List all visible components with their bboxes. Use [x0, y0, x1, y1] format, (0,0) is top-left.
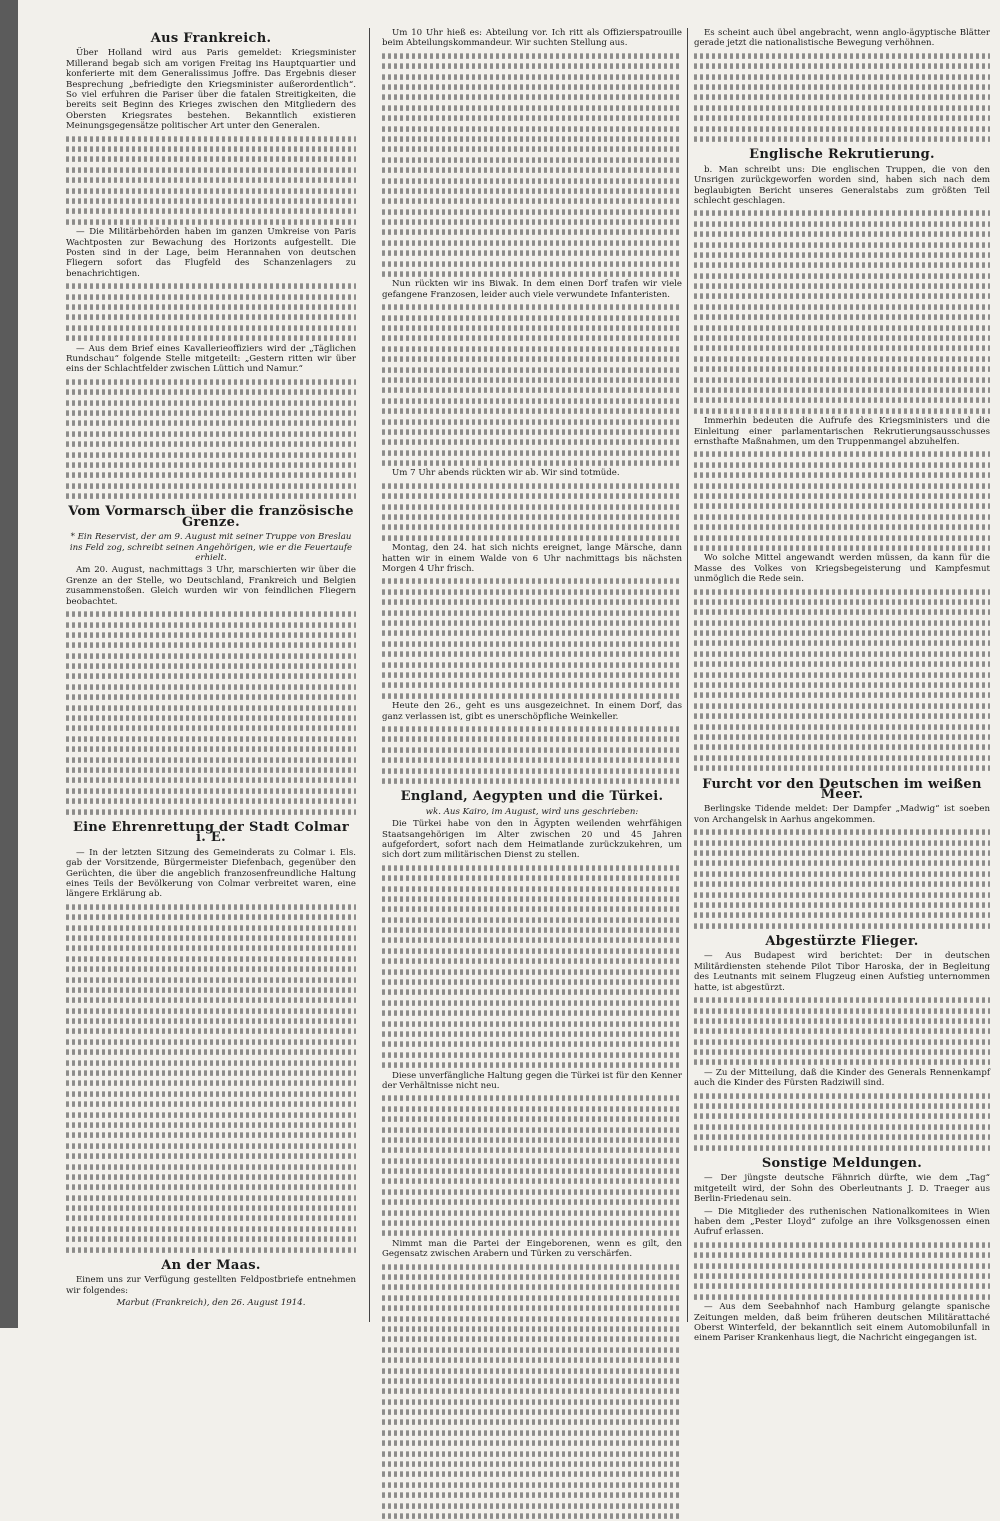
article-paragraph: Montag, den 24. hat sich nichts ereignet, lange Märsche, dann hatten wir in einem Walde von 6 Uhr nachmittags bis nächsten Morgen 4 Uhr frisch. — [382, 543, 682, 575]
article-paragraph: Nun rückten wir ins Biwak. In dem einen Dorf trafen wir viele gefangene Franzosen, leider auch viele verwundete Infanteristen. — [382, 279, 682, 300]
body-text-lines — [66, 281, 356, 343]
article-paragraph: Am 20. August, nachmittags 3 Uhr, marschierten wir über die Grenze an der Stelle, wo Deutschland, Frankreich und Belgien zusammenstoßen. Gleich wurden wir von feindlichen Fliegern beobachtet. — [66, 565, 356, 607]
article-paragraph: Um 7 Uhr abends rückten wir ab. Wir sind totmüde. — [392, 468, 620, 479]
article-paragraph: Berlingske Tidende meldet: Der Dampfer „Madwig“ ist soeben von Archangelsk in Aarhus angekommen. — [694, 804, 990, 825]
body-text-lines — [66, 377, 356, 502]
headline-aus-frankreich: Aus Frankreich. — [150, 31, 272, 46]
headline-colmar: Eine Ehrenrettung der Stadt Colmar i. E. — [72, 819, 350, 846]
article-paragraph: — Aus Budapest wird berichtet: Der in deutschen Militärdiensten stehende Pilot Tibor Haroska, der in Begleitung des Leutnants mit seinem Flugzeug einen Aufstieg unternommen hatte, ist abgestürzt. — [694, 951, 990, 993]
column-2 — [382, 28, 682, 1322]
newspaper-page — [66, 28, 994, 1344]
body-text-lines — [694, 51, 990, 145]
body-text-lines — [382, 302, 682, 468]
column-divider — [687, 28, 688, 1322]
article-paragraph: Wo solche Mittel angewandt werden müssen, da kann für die Masse des Volkes von Kriegsbegeisterung und Kampfesmut unmöglich die Rede sein. — [694, 553, 990, 585]
article-paragraph: Einem uns zur Verfügung gestellten Feldpostbriefe entnehmen wir folgendes: — [66, 1275, 356, 1296]
article-paragraph: — Aus dem Seebahnhof nach Hamburg gelangte spanische Zeitungen melden, daß beim früheren deutschen Militärattaché Oberst Winterfeld, der bekanntlich seit einem Automobilunfall in einem Pariser Krankenhaus liegt, die Nachricht eingegangen ist. — [694, 1302, 990, 1344]
article-paragraph: — Zu der Mitteilung, daß die Kinder des Generals Rennenkampf auch die Kinder des Fürsten Radziwill sind. — [694, 1067, 990, 1089]
body-text-lines — [66, 609, 356, 817]
body-text-lines — [66, 134, 356, 228]
headline-vormarsch: Vom Vormarsch über die französische Grenze. — [68, 504, 354, 530]
body-text-lines — [694, 208, 990, 416]
body-text-lines — [382, 724, 682, 786]
article-paragraph: b. Man schreibt uns: Die englischen Truppen, die von den Unsrigen zurückgeworfen worden sind, haben sich nach dem beglaubigten Bericht unseres Generalstabs zum größten Teil schlecht geschlagen. — [694, 164, 990, 206]
headline-abgestuerzte-flieger: Abgestürzte Flieger. — [765, 934, 919, 950]
body-text-lines — [382, 51, 682, 280]
article-paragraph: Diese unverfängliche Haltung gegen die Türkei ist für den Kenner der Verhältnisse nicht neu. — [382, 1070, 682, 1091]
column-divider — [369, 28, 370, 1322]
article-paragraph: Es scheint auch übel angebracht, wenn anglo-ägyptische Blätter gerade jetzt die nationalistische Bewegung verhöhnen. — [694, 28, 990, 49]
body-text-lines — [694, 827, 990, 931]
article-paragraph: Nimmt man die Partei der Eingeborenen, wenn es gilt, den Gegensatz zwischen Arabern und Türken zu verschärfen. — [382, 1238, 682, 1260]
headline-sonstige-meldungen: Sonstige Meldungen. — [761, 1156, 923, 1171]
article-paragraph: — Der jüngste deutsche Fähnrich dürfte, wie dem „Tag“ mitgeteilt wird, der Sohn des Oberleutnants J. D. Traeger aus Berlin-Friedenau sein. — [694, 1173, 990, 1205]
article-paragraph: — Die Mitglieder des ruthenischen Nationalkomitees in Wien haben dem „Pester Lloyd“ zufolge an ihre Volksgenossen einen Aufruf erlassen. — [694, 1206, 990, 1238]
headline-furcht-weisses-meer: Furcht vor den Deutschen im weißen Meer. — [702, 776, 982, 802]
article-paragraph: — In der letzten Sitzung des Gemeinderats zu Colmar i. Els. gab der Vorsitzende, Bürgermeister Diefenbach, gegenüber den Gerüchten, die über die angeblich franzosenfreundliche Haltung eines Teils der Bevölkerung von Colmar verbreitet waren, eine längere Erklärung ab. — [66, 847, 356, 900]
column-3 — [694, 28, 990, 1344]
headline-englische-rekrutierung: Englische Rekrutierung. — [749, 147, 935, 163]
article-subtitle: wk. Aus Kairo, im August, wird uns geschrieben: — [425, 806, 639, 817]
body-text-lines — [694, 587, 990, 774]
body-text-lines — [382, 1262, 682, 1521]
body-text-lines — [694, 995, 990, 1068]
article-dateline: Marbut (Frankreich), den 26. August 1914. — [116, 1298, 306, 1309]
article-subtitle: * Ein Reservist, der am 9. August mit seiner Truppe von Breslau ins Feld zog, schreibt seinen Angehörigen, wie er die Feuertaufe erhielt. — [69, 532, 353, 564]
article-paragraph: Um 10 Uhr hieß es: Abteilung vor. Ich ritt als Offizierspatrouille beim Abteilungskommandeur. Wir suchten Stellung aus. — [382, 28, 682, 49]
headline-england-aegypten: England, Aegypten und die Türkei. — [400, 789, 664, 805]
article-paragraph: Heute den 26., geht es uns ausgezeichnet. In einem Dorf, das ganz verlassen ist, gibt es unerschöpfliche Weinkeller. — [382, 701, 682, 722]
article-paragraph: Die Türkei habe von den in Ägypten weilenden wehrfähigen Staatsangehörigen im Alter zwischen 20 und 45 Jahren aufgefordert, sofort nach dem Heimatlande zurückzukehren, um sich dort zum militärischen Dienst zu stellen. — [382, 819, 682, 861]
body-text-lines — [66, 902, 356, 1255]
body-text-lines — [382, 481, 682, 543]
body-text-lines — [382, 863, 682, 1071]
article-paragraph: Immerhin bedeuten die Aufrufe des Kriegsministers und die Einleitung einer parlamentarischen Rekrutierungsausschusses ernsthafte Maßnahmen, um den Truppenmangel abzuhelfen. — [694, 416, 990, 447]
article-paragraph: — Die Militärbehörden haben im ganzen Umkreise von Paris Wachtposten zur Bewachung des Horizonts aufgestellt. Die Posten sind in der Lage, beim Herannahen von deutschen Fliegern sofort das Flugfeld des Schanzenlagers zu benachrichtigen. — [66, 227, 356, 279]
body-text-lines — [694, 1091, 990, 1153]
body-text-lines — [382, 576, 682, 701]
scan-binding-edge — [0, 0, 18, 1328]
body-text-lines — [694, 1240, 990, 1302]
column-1 — [66, 28, 356, 1322]
headline-maas: An der Maas. — [161, 1258, 261, 1274]
body-text-lines — [694, 449, 990, 553]
article-paragraph: — Aus dem Brief eines Kavallerieoffiziers wird der „Täglichen Rundschau“ folgende Stelle mitgeteilt: „Gestern ritten wir über eins der Schlachtfelder zwischen Lüttich und Namur.“ — [66, 343, 356, 375]
article-paragraph: Über Holland wird aus Paris gemeldet: Kriegsminister Millerand begab sich am vorigen Freitag ins Hauptquartier und konferierte mit dem Generalissimus Joffre. Das Ergebnis dieser Besprechung „befriedigte den Kriegsminister außerordentlich“. So viel erfuhren die Pariser über die fatalen Streitigkeiten, die bereits seit Beginn des Krieges zwischen den Mitgliedern des Obersten Kriegsrates bestehen. Bekanntlich existieren Meinungsgegensätze politischer Art unter den Generalen. — [66, 48, 356, 132]
body-text-lines — [382, 1093, 682, 1238]
